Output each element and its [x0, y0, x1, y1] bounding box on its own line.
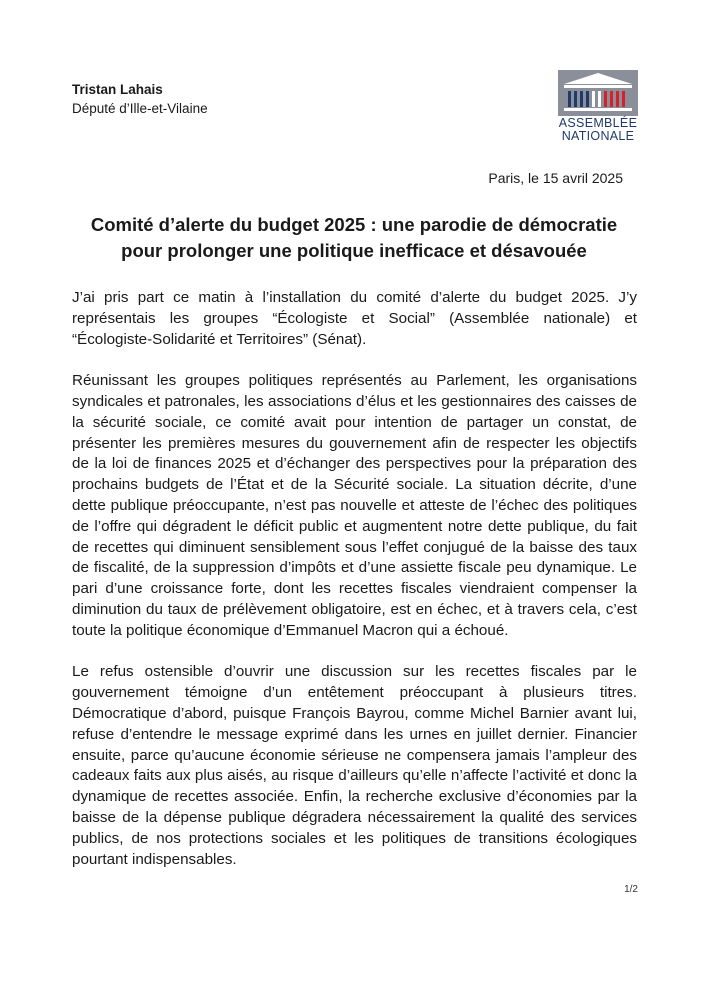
document-body: [72, 288, 637, 891]
assemblee-nationale-logo: [558, 70, 638, 142]
author-role: Député d’Ille-et-Vilaine: [72, 101, 208, 116]
logo-line-2: NATIONALE: [561, 129, 635, 143]
paragraph-2: Réunissant les groupes politiques représentés au Parlement, les organisations syndicales et patronales, les associations d’élus et les gestionnaires des caisses de la sécurité sociale, ce comité avait pour intention de partager un constat, de présenter les premières mesures du gouvernement afin de respecter les objectifs de la loi de finances 2025 et d’échanger des perspectives pour la préparation des prochains budgets de l’État et de la Sécurité sociale. La situation décrite, d’une dette publique préoccupante, n’est pas nouvelle et atteste de l’échec des politiques de l’offre qui dégradent le déficit public et augmentent notre dette publique, du fait de recettes qui diminuent sensiblement sous l’effet conjugué de la baisse des taux de fiscalité, de la suppression d’impôts et d’une assiette fiscale peu dynamique. Le pari d’une croissance forte, dont les recettes fiscales viendraient compenser la diminution du taux de prélèvement obligatoire, est en échec, et à travers cela, c’est toute la politique économique d’Emmanuel Macron qui a échoué.: [72, 372, 637, 639]
document-title: [60, 212, 648, 264]
paragraph-3: Le refus ostensible d’ouvrir une discussion sur les recettes fiscales par le gouvernement témoigne d’un entêtement préoccupant à plusieurs titres. Démocratique d’abord, puisque François Bayrou, comme Michel Barnier avant lui, refuse d’entendre le message exprimé dans les urnes en juillet dernier. Financier ensuite, parce qu’aucune économie sérieuse ne compensera jamais l’ampleur des cadeaux faits aux plus aisés, au risque d’ailleurs qu’elle n’affecte l’activité et donc la dynamique de recettes associée. Enfin, la recherche exclusive d’économies par la baisse de la dépense publique dégradera nécessairement la qualité des services publics, de nos protections sociales et les politiques de transitions écologiques pourtant indispensables.: [72, 663, 637, 868]
sender-block: [72, 80, 208, 118]
hemicycle-emblem-icon: [558, 70, 638, 116]
document-date: Paris, le 15 avril 2025: [488, 170, 623, 186]
title-line-1: Comité d’alerte du budget 2025 : une parodie de démocratie: [90, 214, 618, 235]
logo-line-1: ASSEMBLÉE: [558, 116, 638, 130]
page-number: 1/2: [624, 884, 638, 895]
paragraph-1: J’ai pris part ce matin à l’installation du comité d’alerte du budget 2025. J’y représentais les groupes “Écologiste et Social” (Assemblée nationale) et “Écologiste-Solidarité et Territoires” (Sénat).: [72, 289, 637, 348]
author-name: Tristan Lahais: [72, 82, 163, 97]
logo-wordmark: [558, 117, 638, 143]
title-line-2: pour prolonger une politique inefficace et désavouée: [121, 240, 587, 261]
